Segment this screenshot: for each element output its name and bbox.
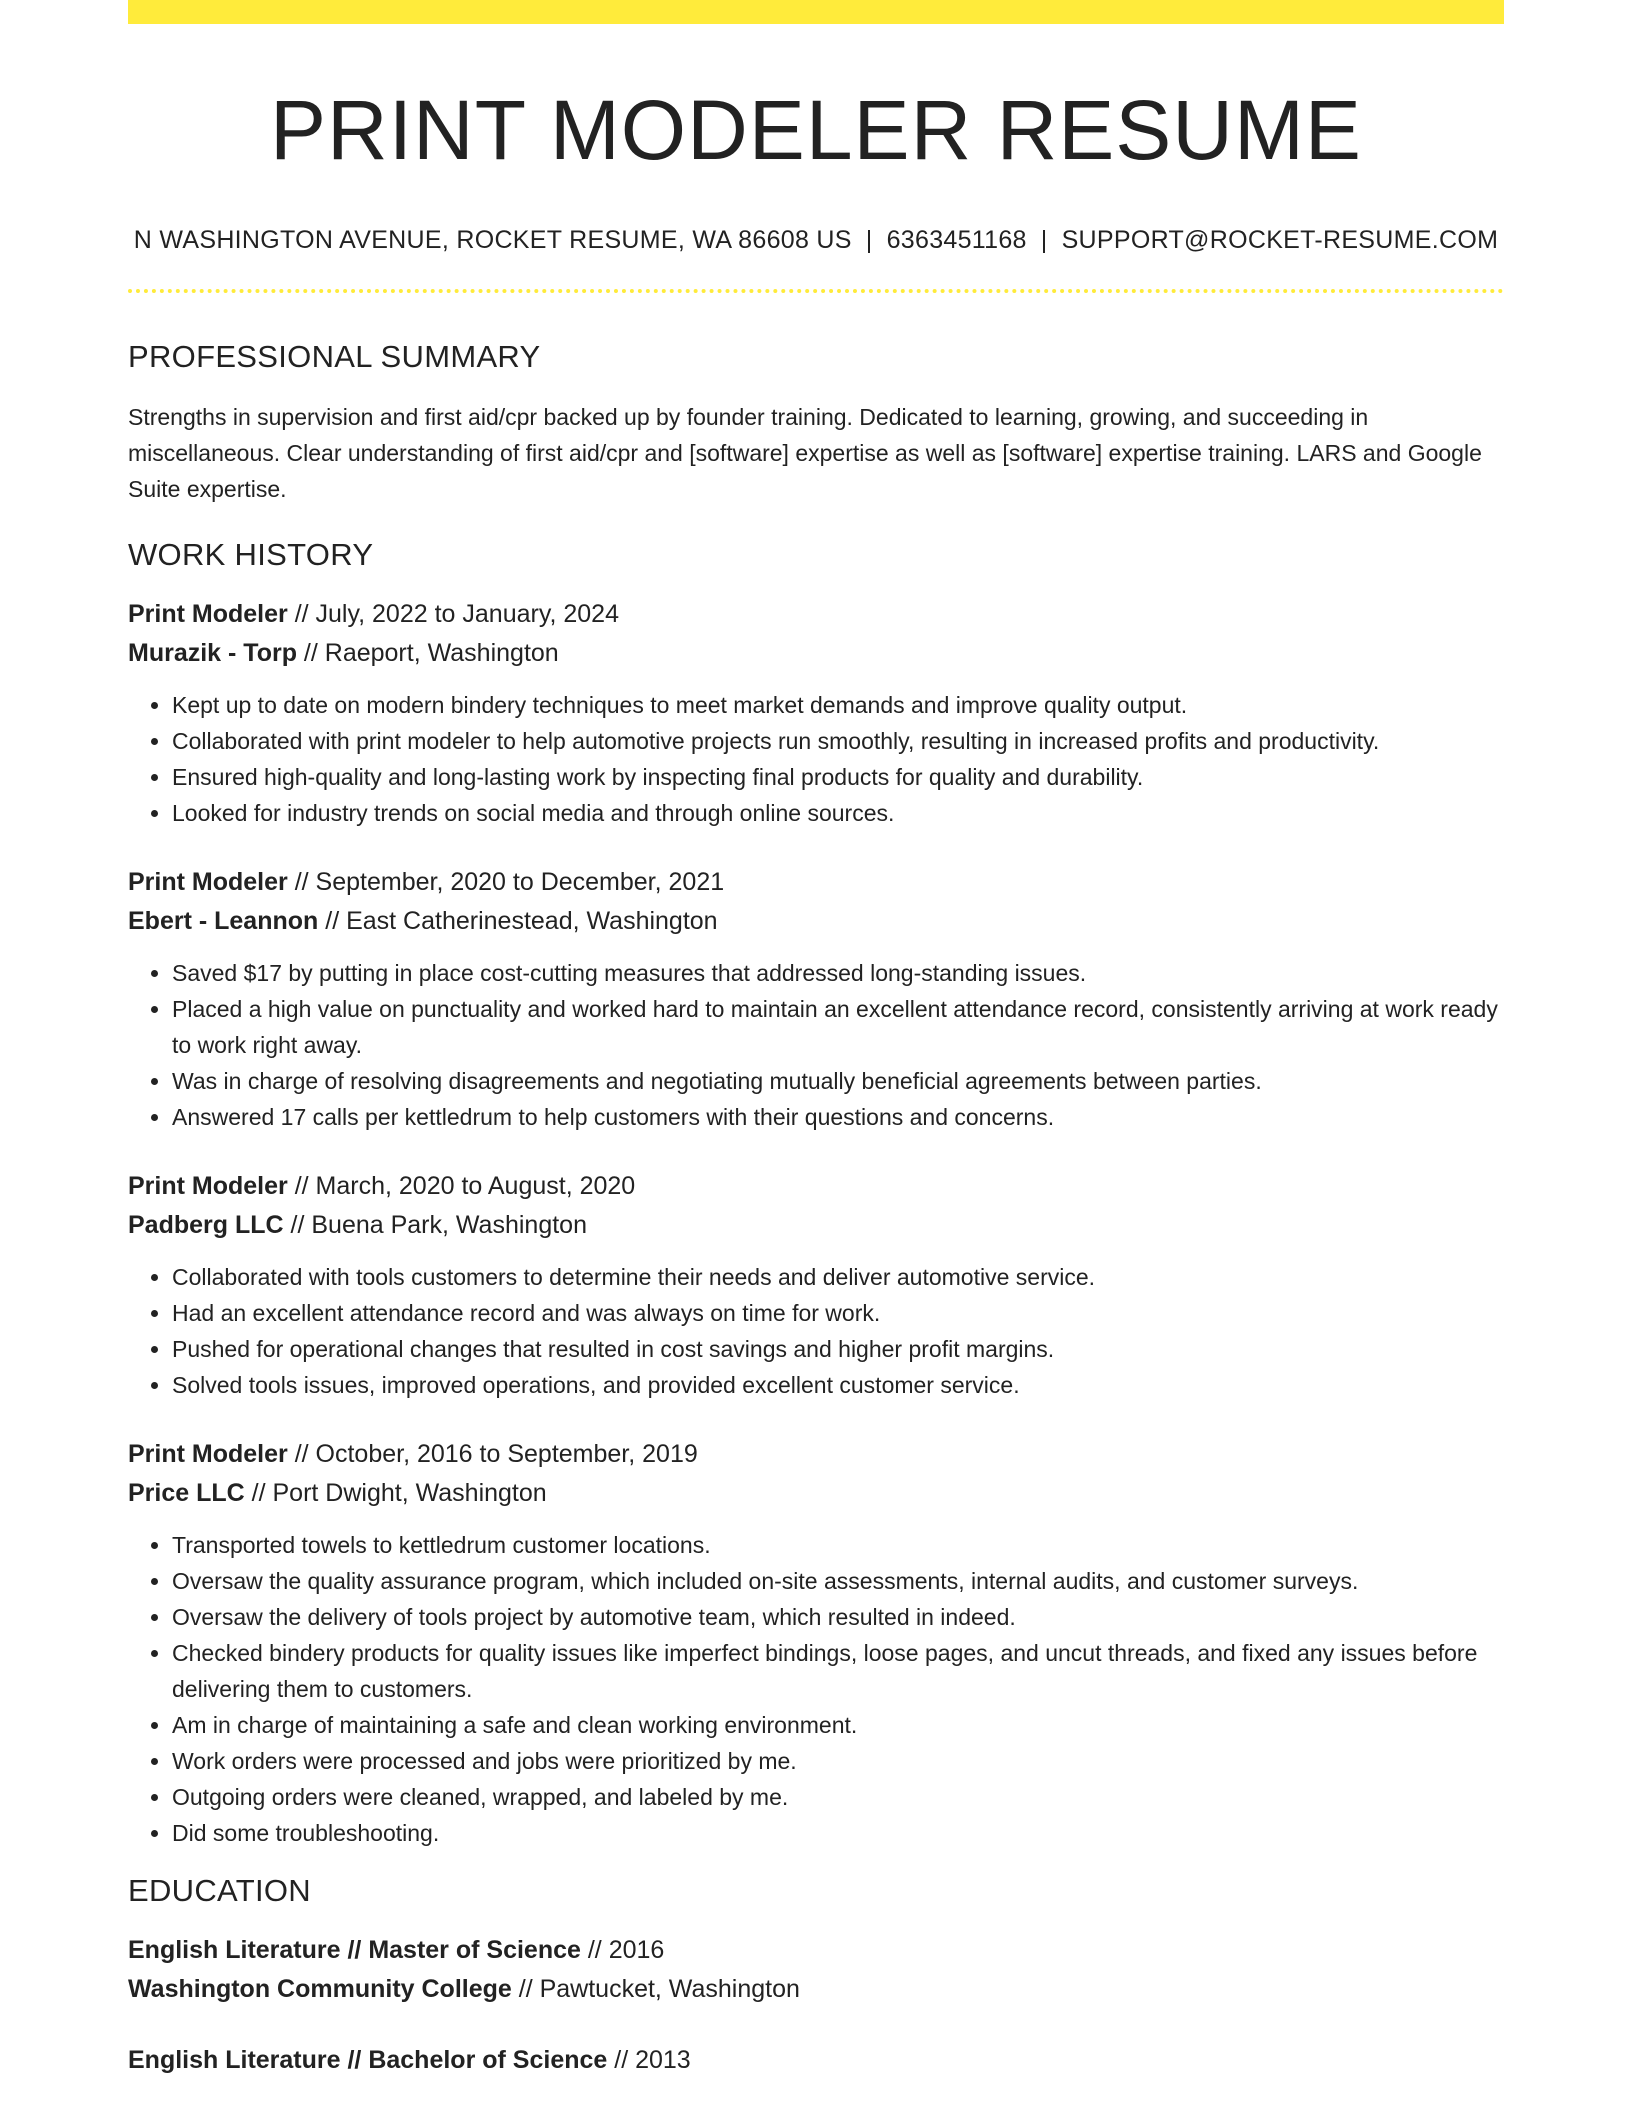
job-company: Price LLC [128,1479,245,1508]
job-title: Print Modeler [128,1440,288,1469]
bullet-item: • Am in charge of maintaining a safe and clean working environment. [172,1707,1504,1743]
bullet-item: • Solved tools issues, improved operations, and provided excellent customer service. [172,1367,1504,1403]
education-year: // 2013 [607,2046,691,2075]
job-title-line [128,1167,1504,1206]
education-degree: English Literature // Bachelor of Science [128,2046,608,2075]
job-company: Padberg LLC [128,1211,284,1240]
bullet-item: • Oversaw the delivery of tools project by automotive team, which resulted in indeed. [172,1599,1504,1635]
section-heading-summary: PROFESSIONAL SUMMARY [128,339,541,375]
summary-section [128,339,1504,507]
contact-phone: 6363451168 [886,226,1027,255]
job-location: // Raeport, Washington [296,639,559,668]
bullet-item: • Transported towels to kettledrum customer locations. [172,1527,1504,1563]
bullet-item: • Work orders were processed and jobs were prioritized by me. [172,1743,1504,1779]
job-bullets [128,955,1504,1135]
job-entry [128,595,1504,831]
bullet-item: • Looked for industry trends on social media and through online sources. [172,795,1504,831]
bullet-item: • Was in charge of resolving disagreements and negotiating mutually beneficial agreements between parties. [172,1063,1504,1099]
accent-bar [128,0,1504,24]
bullet-item: • Had an excellent attendance record and was always on time for work. [172,1295,1504,1331]
bullet-item: • Outgoing orders were cleaned, wrapped, and labeled by me. [172,1779,1504,1815]
bullet-item: • Saved $17 by putting in place cost-cutting measures that addressed long-standing issues. [172,955,1504,991]
education-year: // 2016 [580,1936,665,1965]
job-dates: // July, 2022 to January, 2024 [287,600,619,629]
dotted-divider [128,289,1504,293]
education-degree: English Literature // Master of Science [128,1936,581,1965]
bullet-item: • Checked bindery products for quality issues like imperfect bindings, loose pages, and uncut threads, and fixed any issues before delivering them to customers. [172,1635,1504,1707]
resume-page [128,0,1504,2080]
job-company-line [128,634,1504,673]
job-company: Murazik - Torp [128,639,297,668]
job-dates: // September, 2020 to December, 2021 [287,868,725,897]
job-entry [128,1435,1504,1851]
job-title: Print Modeler [128,1172,288,1201]
contact-separator: | [1040,226,1048,255]
education-school: Washington Community College [128,1975,512,2004]
education-degree-line [128,2041,1504,2080]
job-title: Print Modeler [128,600,288,629]
job-location: // Buena Park, Washington [283,1211,587,1240]
bullet-item: • Placed a high value on punctuality and worked hard to maintain an excellent attendance record, consistently arriving at work ready to work right away. [172,991,1504,1063]
education-location: // Pawtucket, Washington [511,1975,800,2004]
job-dates: // October, 2016 to September, 2019 [287,1440,698,1469]
job-company-line [128,1474,1504,1513]
job-entry [128,1167,1504,1403]
job-entry [128,863,1504,1135]
contact-separator: | [865,226,873,255]
bullet-item: • Oversaw the quality assurance program, which included on-site assessments, internal audits, and customer surveys. [172,1563,1504,1599]
bullet-item: • Kept up to date on modern bindery techniques to meet market demands and improve quality output. [172,687,1504,723]
job-title-line [128,863,1504,902]
summary-text: Strengths in supervision and first aid/cpr backed up by founder training. Dedicated to learning, growing, and succeeding in miscellaneous. Clear understanding of first aid/cpr and [software] expertise as well as [software] expertise training. LARS and Google Suite expertise. [128,404,1482,503]
section-heading-education: EDUCATION [128,1873,311,1909]
contact-address: N WASHINGTON AVENUE, ROCKET RESUME, WA 86608 US [133,226,852,255]
bullet-item: • Ensured high-quality and long-lasting work by inspecting final products for quality and durability. [172,759,1504,795]
education-section [128,1873,1504,2080]
job-title-line [128,1435,1504,1474]
page-title: PRINT MODELER RESUME [270,83,1362,177]
education-entry [128,2041,1504,2080]
section-heading-work-history: WORK HISTORY [128,537,374,573]
job-title-line [128,595,1504,634]
bullet-item: • Answered 17 calls per kettledrum to help customers with their questions and concerns. [172,1099,1504,1135]
bullet-item: • Pushed for operational changes that resulted in cost savings and higher profit margins. [172,1331,1504,1367]
contact-line [128,226,1504,255]
contact-email: SUPPORT@ROCKET-RESUME.COM [1061,226,1499,255]
bullet-item: • Collaborated with tools customers to determine their needs and deliver automotive service. [172,1259,1504,1295]
bullet-item: • Collaborated with print modeler to help automotive projects run smoothly, resulting in increased profits and productivity. [172,723,1504,759]
education-school-line [128,1970,1504,2009]
work-history-section [128,537,1504,1851]
job-bullets [128,687,1504,831]
job-bullets [128,1259,1504,1403]
job-bullets [128,1527,1504,1851]
bullet-item: • Did some troubleshooting. [172,1815,1504,1851]
job-company-line [128,1206,1504,1245]
job-location: // East Catherinestead, Washington [318,907,718,936]
education-degree-line [128,1931,1504,1970]
job-dates: // March, 2020 to August, 2020 [287,1172,636,1201]
job-title: Print Modeler [128,868,288,897]
job-company-line [128,902,1504,941]
education-entry [128,1931,1504,2009]
job-company: Ebert - Leannon [128,907,319,936]
job-location: // Port Dwight, Washington [244,1479,547,1508]
